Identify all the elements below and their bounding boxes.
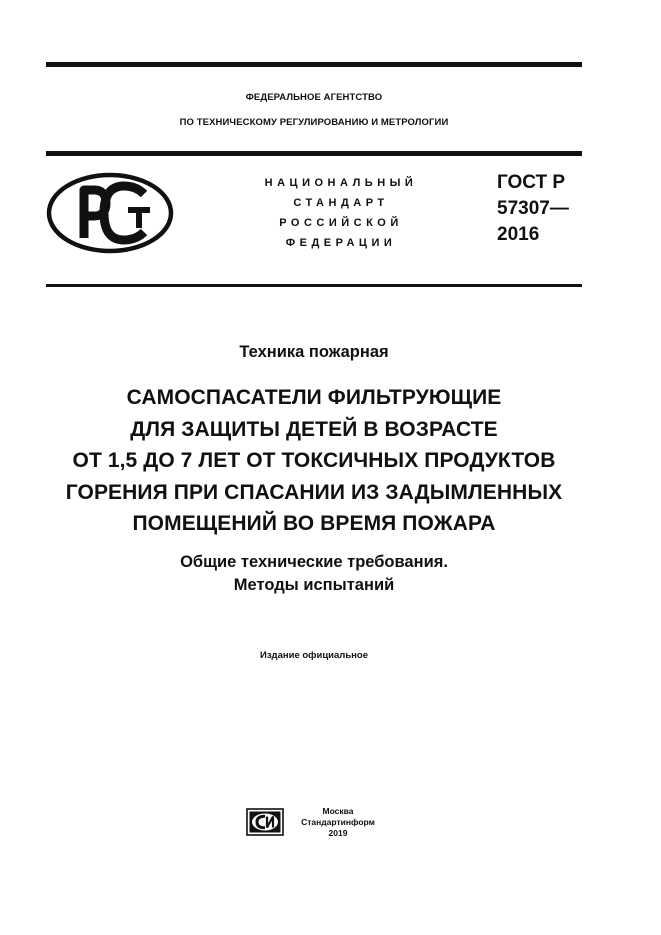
- category-heading: Техника пожарная: [239, 343, 389, 361]
- edition-note: Издание официальное: [260, 650, 368, 661]
- publisher-name: Стандартинформ: [301, 817, 375, 827]
- standard-type-line3: РОССИЙСКОЙ: [279, 217, 403, 229]
- publisher-city: Москва: [322, 806, 354, 816]
- publisher-info: [292, 806, 384, 839]
- agency-name-line1: ФЕДЕРАЛЬНОЕ АГЕНТСТВО: [245, 92, 383, 103]
- publisher-year: 2019: [328, 828, 348, 838]
- standard-type-line4: ФЕДЕРАЦИИ: [285, 237, 397, 249]
- gost-number-line2: 57307—: [497, 198, 569, 219]
- document-title-line4: ГОРЕНИЯ ПРИ СПАСАНИИ ИЗ ЗАДЫМЛЕННЫХ: [65, 480, 563, 504]
- gost-number-line3: 2016: [497, 224, 540, 245]
- document-subtitle-line1: Общие технические требования.: [180, 553, 448, 571]
- top-rule: [46, 62, 582, 67]
- lower-rule: [46, 284, 582, 287]
- document-title: [36, 382, 592, 540]
- standartinform-logo-icon: [246, 808, 284, 836]
- gost-number-line1: ГОСТ Р: [497, 172, 566, 193]
- standard-type-line2: СТАНДАРТ: [293, 197, 389, 209]
- gost-number: [497, 170, 569, 248]
- document-title-line1: САМОСПАСАТЕЛИ ФИЛЬТРУЮЩИЕ: [126, 386, 502, 409]
- rst-emblem-icon: [46, 172, 174, 254]
- standard-type: [236, 173, 446, 253]
- middle-rule: [46, 151, 582, 156]
- agency-name-line2: ПО ТЕХНИЧЕСКОМУ РЕГУЛИРОВАНИЮ И МЕТРОЛОГИИ: [179, 117, 449, 128]
- document-subtitle: [46, 551, 582, 597]
- document-title-line3: ОТ 1,5 ДО 7 ЛЕТ ОТ ТОКСИЧНЫХ ПРОДУКТОВ: [72, 449, 556, 472]
- document-title-line5: ПОМЕЩЕНИЙ ВО ВРЕМЯ ПОЖАРА: [132, 512, 496, 535]
- document-title-line2: ДЛЯ ЗАЩИТЫ ДЕТЕЙ В ВОЗРАСТЕ: [130, 417, 498, 441]
- document-subtitle-line2: Методы испытаний: [233, 576, 395, 594]
- standard-type-line1: НАЦИОНАЛЬНЫЙ: [264, 177, 418, 189]
